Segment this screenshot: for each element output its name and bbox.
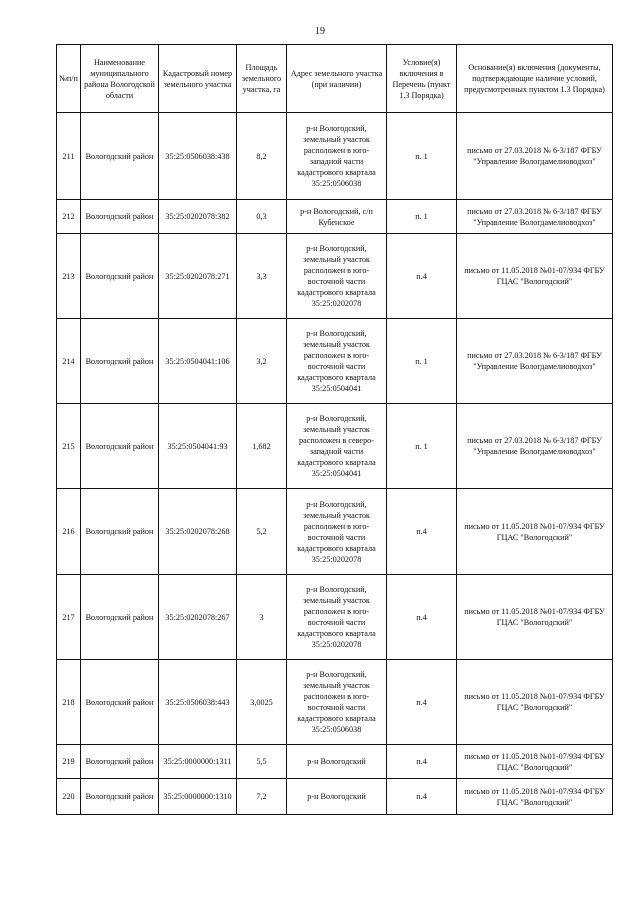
- cell-cadastral-number: 35:25:0000000:1311: [159, 745, 237, 779]
- cell-number: 215: [57, 404, 81, 489]
- cell-basis: письмо от 11.05.2018 №01-07/934 ФГБУ ГЦАС "Вологодский": [457, 779, 613, 815]
- cell-condition: п.4: [387, 660, 457, 745]
- cell-cadastral-number: 35:25:0202078:267: [159, 575, 237, 660]
- cell-number: 211: [57, 113, 81, 200]
- header-condition: Условие(я) включения в Перечень (пункт 1.3 Порядка): [387, 45, 457, 113]
- header-cadastral-number: Кадастровый номер земельного участка: [159, 45, 237, 113]
- cell-number: 216: [57, 489, 81, 575]
- cell-basis: письмо от 27.03.2018 № 6-3/187 ФГБУ "Управление Вологдамелиоводхоз": [457, 113, 613, 200]
- cell-district: Вологодский район: [81, 200, 159, 234]
- header-number: №п/п: [57, 45, 81, 113]
- cell-address: р-н Вологодский, земельный участок расположен в юго- восточной части кадастрового квартала 35:25:0202078: [287, 575, 387, 660]
- cell-area: 0,3: [237, 200, 287, 234]
- header-address: Адрес земельного участка (при наличии): [287, 45, 387, 113]
- cell-number: 219: [57, 745, 81, 779]
- cell-area: 5,2: [237, 489, 287, 575]
- cell-district: Вологодский район: [81, 745, 159, 779]
- cell-cadastral-number: 35:25:0202078:382: [159, 200, 237, 234]
- cell-number: 212: [57, 200, 81, 234]
- cell-cadastral-number: 35:25:0202078:271: [159, 234, 237, 319]
- table-row: [57, 575, 613, 660]
- cell-cadastral-number: 35:25:0202078:268: [159, 489, 237, 575]
- table-header-row: [57, 45, 613, 113]
- cell-area: 8,2: [237, 113, 287, 200]
- cell-condition: п. 1: [387, 319, 457, 404]
- cell-cadastral-number: 35:25:0000000:1310: [159, 779, 237, 815]
- cell-district: Вологодский район: [81, 779, 159, 815]
- table-row: [57, 779, 613, 815]
- cell-basis: письмо от 11.05.2018 №01-07/934 ФГБУ ГЦАС "Вологодский": [457, 660, 613, 745]
- cell-basis: письмо от 11.05.2018 №01-07/934 ФГБУ ГЦАС "Вологодский": [457, 745, 613, 779]
- cell-district: Вологодский район: [81, 319, 159, 404]
- cell-condition: п. 1: [387, 113, 457, 200]
- cell-basis: письмо от 11.05.2018 №01-07/934 ФГБУ ГЦАС "Вологодский": [457, 575, 613, 660]
- cell-address: р-н Вологодский, земельный участок расположен в юго- восточной части кадастрового квартала 35:25:0506038: [287, 660, 387, 745]
- cell-condition: п. 1: [387, 404, 457, 489]
- cell-condition: п.4: [387, 234, 457, 319]
- cell-basis: письмо от 27.03.2018 № 6-3/187 ФГБУ "Управление Вологдамелиоводхоз": [457, 200, 613, 234]
- table-row: [57, 745, 613, 779]
- header-district: Наименование муниципального района Вологодской области: [81, 45, 159, 113]
- cell-condition: п.4: [387, 575, 457, 660]
- cell-number: 217: [57, 575, 81, 660]
- cell-area: 3,0025: [237, 660, 287, 745]
- cell-district: Вологодский район: [81, 234, 159, 319]
- cell-condition: п.4: [387, 779, 457, 815]
- cell-area: 5,5: [237, 745, 287, 779]
- cell-area: 1,682: [237, 404, 287, 489]
- cell-district: Вологодский район: [81, 489, 159, 575]
- header-basis: Основание(я) включения (документы, подтверждающие наличие условий, предусмотренных пунктом 1.3 Порядка): [457, 45, 613, 113]
- cell-basis: письмо от 11.05.2018 №01-07/934 ФГБУ ГЦАС "Вологодский": [457, 234, 613, 319]
- table-row: [57, 200, 613, 234]
- cell-basis: письмо от 11.05.2018 №01-07/934 ФГБУ ГЦАС "Вологодский": [457, 489, 613, 575]
- cell-cadastral-number: 35:25:0506038:438: [159, 113, 237, 200]
- cell-condition: п.4: [387, 489, 457, 575]
- cell-number: 213: [57, 234, 81, 319]
- cell-area: 3,2: [237, 319, 287, 404]
- table-row: [57, 404, 613, 489]
- cell-cadastral-number: 35:25:0504041:93: [159, 404, 237, 489]
- cell-cadastral-number: 35:25:0504041:106: [159, 319, 237, 404]
- cell-condition: п. 1: [387, 200, 457, 234]
- header-area: Площадь земельного участка, га: [237, 45, 287, 113]
- cell-address: р-н Вологодский, с/п Кубенское: [287, 200, 387, 234]
- cell-district: Вологодский район: [81, 660, 159, 745]
- table-row: [57, 319, 613, 404]
- cell-number: 218: [57, 660, 81, 745]
- table-row: [57, 660, 613, 745]
- cell-basis: письмо от 27.03.2018 № 6-3/187 ФГБУ "Управление Вологдамелиоводхоз": [457, 319, 613, 404]
- cell-district: Вологодский район: [81, 404, 159, 489]
- table-row: [57, 489, 613, 575]
- cell-address: р-н Вологодский, земельный участок расположен в юго- восточной части кадастрового квартала 35:25:0202078: [287, 489, 387, 575]
- table-row: [57, 234, 613, 319]
- cell-address: р-н Вологодский, земельный участок расположен в юго- восточной части кадастрового квартала 35:25:0202078: [287, 234, 387, 319]
- cell-area: 3: [237, 575, 287, 660]
- cell-number: 220: [57, 779, 81, 815]
- land-register-table: [56, 44, 613, 815]
- cell-cadastral-number: 35:25:0506038:443: [159, 660, 237, 745]
- cell-area: 7,2: [237, 779, 287, 815]
- cell-basis: письмо от 27.03.2018 № 6-3/187 ФГБУ "Управление Вологдамелиоводхоз": [457, 404, 613, 489]
- cell-address: р-н Вологодский, земельный участок расположен в юго- западной части кадастрового квартала 35:25:0506038: [287, 113, 387, 200]
- cell-address: р-н Вологодский: [287, 779, 387, 815]
- page-number: 19: [315, 26, 325, 37]
- table-row: [57, 113, 613, 200]
- cell-address: р-н Вологодский: [287, 745, 387, 779]
- cell-number: 214: [57, 319, 81, 404]
- cell-district: Вологодский район: [81, 575, 159, 660]
- cell-area: 3,3: [237, 234, 287, 319]
- cell-condition: п.4: [387, 745, 457, 779]
- cell-district: Вологодский район: [81, 113, 159, 200]
- cell-address: р-н Вологодский, земельный участок расположен в северо- западной части кадастрового квартала 35:25:0504041: [287, 404, 387, 489]
- cell-address: р-н Вологодский, земельный участок расположен в юго- восточной части кадастрового квартала 35:25:0504041: [287, 319, 387, 404]
